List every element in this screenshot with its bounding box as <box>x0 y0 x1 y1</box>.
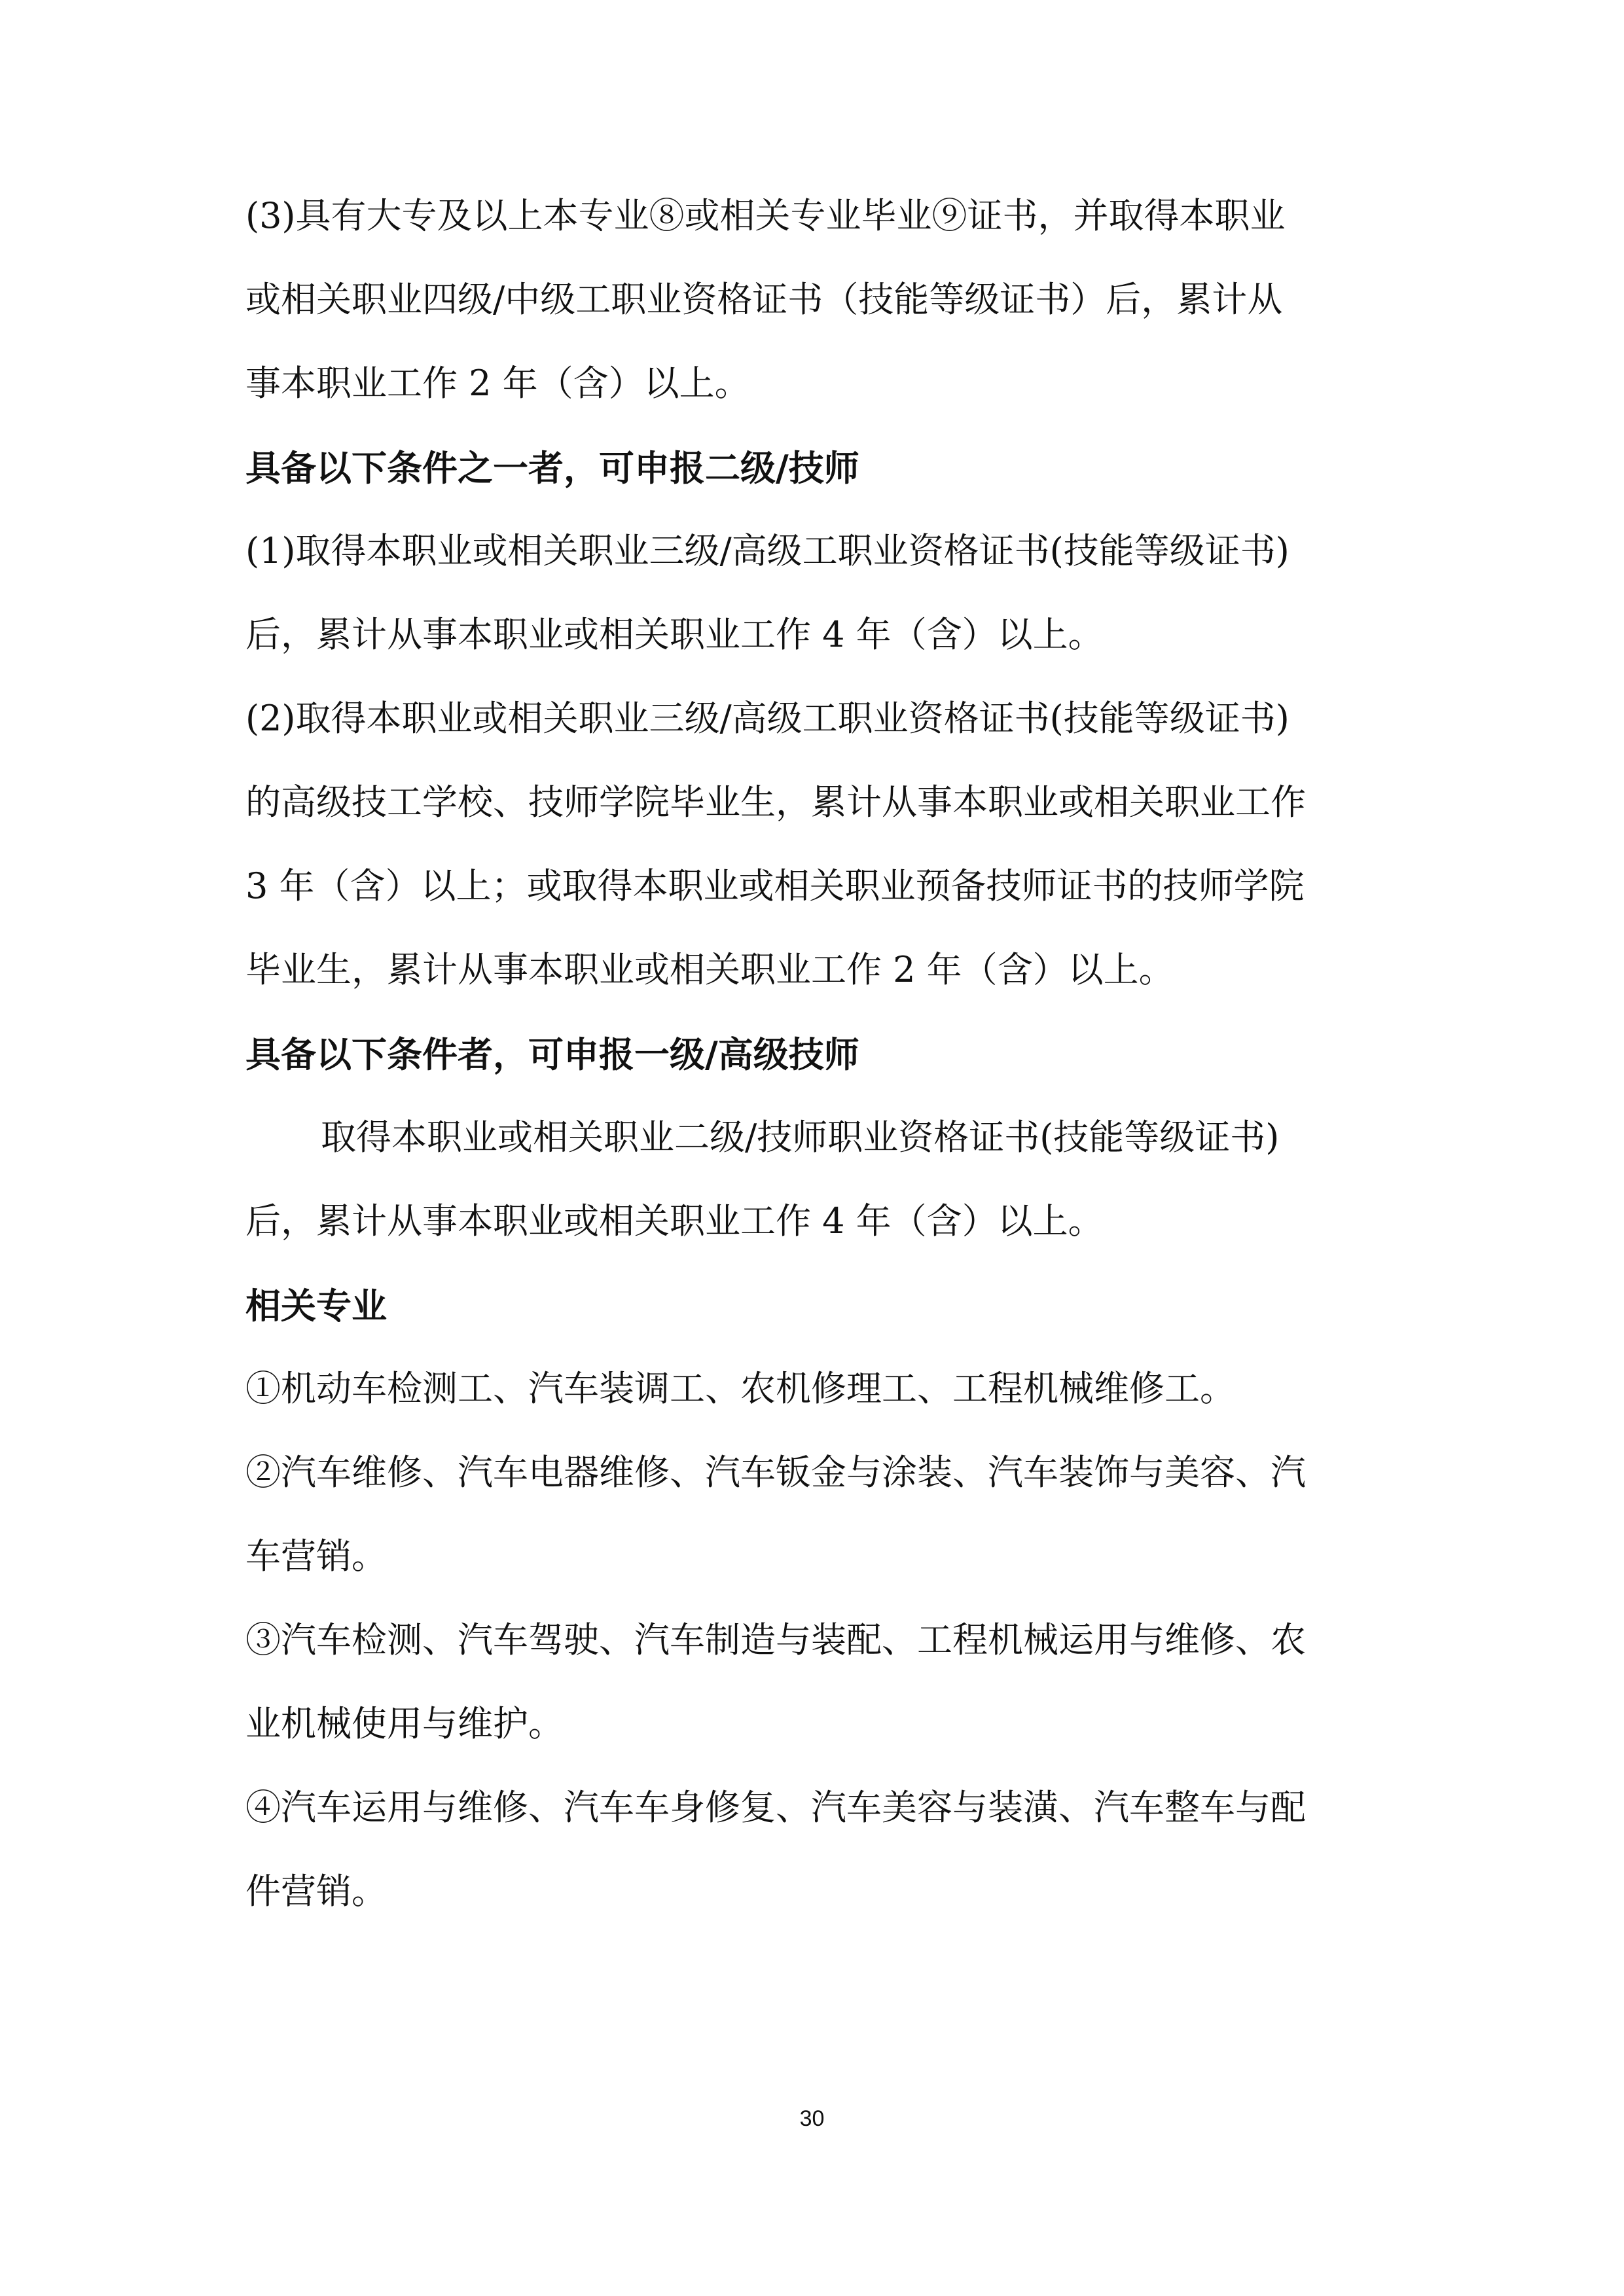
list-item-continuation: 件营销。 <box>245 1871 387 1912</box>
paragraph-line: 后，累计从事本职业或相关职业工作 4 年（含）以上。 <box>245 1200 1104 1242</box>
section-heading-level2: 具备以下条件之一者，可申报二级/技师 <box>245 448 859 489</box>
paragraph-line: (3)具有大专及以上本专业⑧或相关专业毕业⑨证书，并取得本职业 <box>245 195 1286 236</box>
list-item: ③汽车检测、汽车驾驶、汽车制造与装配、工程机械运用与维修、农 <box>245 1619 1306 1660</box>
list-item: ②汽车维修、汽车电器维修、汽车钣金与涂装、汽车装饰与美容、汽 <box>245 1452 1306 1493</box>
section-heading-level1: 具备以下条件者，可申报一级/高级技师 <box>245 1034 859 1075</box>
paragraph-line: 事本职业工作 2 年（含）以上。 <box>245 363 750 404</box>
paragraph-line: 取得本职业或相关职业二级/技师职业资格证书(技能等级证书) <box>321 1117 1280 1158</box>
list-item: ①机动车检测工、汽车装调工、农机修理工、工程机械维修工。 <box>245 1368 1235 1409</box>
list-item-continuation: 车营销。 <box>245 1535 387 1577</box>
list-item-continuation: 业机械使用与维护。 <box>245 1703 564 1744</box>
paragraph-line: (1)取得本职业或相关职业三级/高级工职业资格证书(技能等级证书) <box>245 530 1290 571</box>
paragraph-line: 或相关职业四级/中级工职业资格证书（技能等级证书）后，累计从 <box>245 279 1283 320</box>
paragraph-line: 的高级技工学校、技师学院毕业生，累计从事本职业或相关职业工作 <box>245 781 1306 823</box>
list-item: ④汽车运用与维修、汽车车身修复、汽车美容与装潢、汽车整车与配 <box>245 1787 1306 1828</box>
page-number: 30 <box>799 2106 825 2131</box>
paragraph-line: 后，累计从事本职业或相关职业工作 4 年（含）以上。 <box>245 614 1104 655</box>
paragraph-line: (2)取得本职业或相关职业三级/高级工职业资格证书(技能等级证书) <box>245 698 1290 739</box>
paragraph-line: 3 年（含）以上；或取得本职业或相关职业预备技师证书的技师学院 <box>245 865 1305 906</box>
section-heading-related-majors: 相关专业 <box>245 1285 387 1327</box>
paragraph-line: 毕业生，累计从事本职业或相关职业工作 2 年（含）以上。 <box>245 949 1174 990</box>
